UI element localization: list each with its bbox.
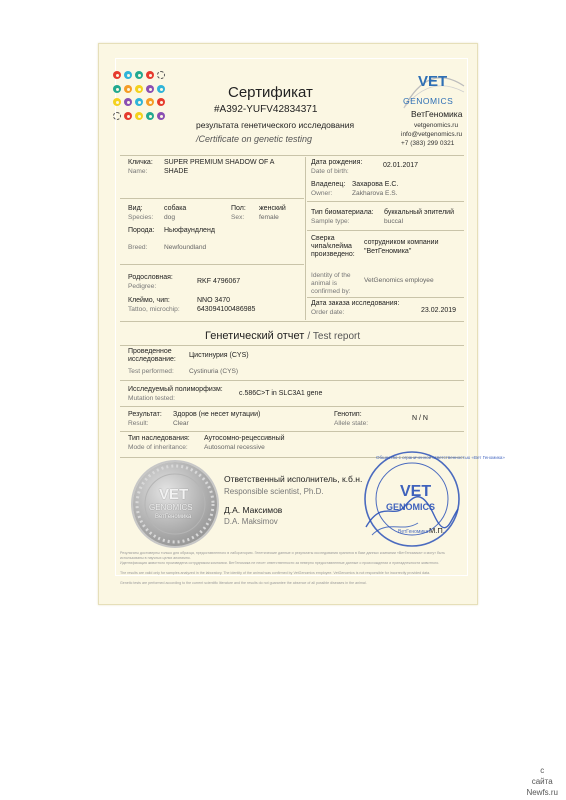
source-watermark [526,765,558,798]
silver-seal [133,462,217,546]
verify-value-line1: сотрудником компании [364,239,439,246]
inheritance-value-en: Autosomal recessive [204,444,265,451]
sample-value-en: buccal [384,218,404,225]
source-line-3: Newfs.ru [526,788,558,797]
sex-label-en: Sex: [231,214,245,221]
genotype-label-en: Allele state: [334,420,369,427]
genotype-label: Генотип: [334,411,362,418]
mutation-label: Исследуемый полиморфизм: [128,386,223,393]
row-divider [307,201,464,202]
seal-vet-text: VET [159,486,189,503]
owner-value: Захарова Е.С. [352,181,399,188]
stamp-ring-text: Общество с ограниченной ответственностью «Вет Геномика» [376,455,505,460]
test-value-en: Cystinuria (CYS) [189,368,239,375]
disclaimer-paragraph: Результаты достоверны только для образца, предоставленного в лабораторию. Генетические данные и результаты исследования хранятся в базе данных компании «ВетГеномика» и могут быть использованы в научных целях анонимно. [120,551,445,560]
company-phone: +7 (383) 299 0321 [401,140,455,147]
mutation-value: c.586C>T in SLC3A1 gene [239,390,323,397]
dob-label: Дата рождения: [311,159,363,166]
certificate-subtitle-ru: результата генетического исследования [196,120,355,130]
report-title-ru: Генетический отчет [205,330,305,342]
verify-label-line2: чипа/клейма [311,243,352,250]
source-line-2: сайта [531,777,553,786]
nickname-value-line2: SHADE [164,168,189,175]
row-divider [120,380,464,381]
report-title-en: / Test report [307,331,361,342]
chip-label-en: Tattoo, microchip: [128,306,180,313]
company-email: info@vetgenomics.ru [401,131,463,138]
breed-label-en: Breed: [128,244,148,251]
disclaimer-paragraph: The results are valid only for samples analyzed in the laboratory. The identity of the animal was confirmed by VetGenomics employee. VetGenomics is not responsible for incorrectly provided data. [120,571,431,575]
breed-value-en: Newfoundland [164,244,207,251]
order-date-value: 23.02.2019 [421,307,457,314]
column-divider [305,157,306,320]
owner-label: Владелец: [311,181,346,188]
sample-label: Тип биоматериала: [311,209,374,216]
seal-genomics-text: GENOMICS [149,503,193,512]
row-divider [120,406,464,407]
source-line-1: с [540,766,545,775]
chip-label: Клеймо, чип: [128,297,170,304]
test-label-en: Test performed: [128,368,174,375]
sample-label-en: Sample type: [311,218,350,225]
species-label: Вид: [128,205,143,212]
dob-label-en: Date of birth: [311,168,349,175]
company-name: ВетГеномика [411,109,463,119]
chip-value: NNO 3470 [197,297,231,304]
certificate-number: #A392-YUFV42834371 [214,104,318,115]
species-label-en: Species: [128,214,154,221]
order-date-label: Дата заказа исследования: [311,300,400,307]
scientist-name: Д.А. Максимов [224,505,283,515]
seal-name-text: ВетГеномика [155,514,192,520]
species-value: собака [164,205,187,212]
pedigree-label-en: Pedigree: [128,283,157,290]
header-divider [120,155,464,156]
scientist-name-en: D.A. Maksimov [224,517,278,526]
row-divider [307,297,464,298]
result-value-en: Clear [173,420,189,427]
identity-label-line3: confirmed by: [311,288,351,295]
row-divider [120,264,304,265]
nickname-label: Кличка: [128,159,153,166]
sex-value: женский [259,205,286,212]
certificate-subtitle-en: /Certificate on genetic testing [196,134,313,144]
logo-genomics-text: GENOMICS [403,96,454,106]
report-title [205,330,360,342]
section-divider [120,345,464,346]
nickname-value: SUPER PREMIUM SHADOW OF A [164,159,275,166]
test-label-line2: исследование: [128,356,176,363]
identity-label-line1: Identity of the [311,272,351,279]
breed-value: Ньюфаундленд [164,227,215,234]
result-label: Результат: [128,411,162,418]
scientist-role: Ответственный исполнитель, к.б.н. [224,474,363,484]
inheritance-value: Аутосомно-рецессивный [204,435,285,442]
inheritance-label-en: Mode of inheritance: [128,444,188,451]
result-value: Здоров (не несет мутации) [173,411,261,418]
nickname-label-en: Name: [128,168,148,175]
certificate-title: Сертификат [228,84,313,101]
verify-label-line1: Сверка [311,235,335,242]
disclaimer-paragraph: Genetic tests are performed according to the current scientific literature and the results do not guarantee the absence of all possible diseases in the animal. [120,581,367,585]
stamp-name-text: ВетГеномика [398,529,429,535]
pedigree-value: RKF 4796067 [197,278,241,285]
scientist-role-en: Responsible scientist, Ph.D. [224,487,324,496]
breed-label: Порода: [128,227,155,234]
genotype-value: N / N [412,415,428,422]
sample-value: буккальный эпителий [384,209,454,216]
test-value: Цистинурия (CYS) [189,352,249,359]
pedigree-label: Родословная: [128,274,173,281]
owner-label-en: Owner: [311,190,333,197]
dob-value: 02.01.2017 [383,162,419,169]
owner-value-en: Zakharova E.S. [352,190,398,197]
mutation-label-en: Mutation tested: [128,395,175,402]
microchip-value: 643094100486985 [197,306,256,313]
company-site: vetgenomics.ru [414,122,459,129]
verify-label-line3: произведено: [311,251,355,258]
test-label-line1: Проведенное [128,348,172,355]
stamp-place-label: М.П. [429,526,445,535]
species-value-en: dog [164,214,176,221]
identity-value: VetGenomics employee [364,277,434,284]
disclaimer-paragraph: Идентификация животного произведена сотрудником компании. ВетГеномика не несет ответственности за неверно предоставленные данные о происхождении и принадлежности животного. [120,561,440,565]
order-date-label-en: Order date: [311,309,345,316]
stamp-vet-text: VET [400,483,432,500]
result-label-en: Result: [128,420,149,427]
inheritance-label: Тип наследования: [128,435,190,442]
company-stamp [362,449,505,549]
sex-label: Пол: [231,205,246,212]
identity-label-line2: animal is [311,280,338,287]
stamp-genomics-text: GENOMICS [386,502,436,512]
section-divider [120,321,464,322]
row-divider [307,230,464,231]
logo-vet-text: VET [418,73,448,90]
row-divider [120,198,304,199]
verify-value-line2: "ВетГеномика" [364,248,412,255]
sex-value-en: female [259,214,279,221]
row-divider [120,431,464,432]
